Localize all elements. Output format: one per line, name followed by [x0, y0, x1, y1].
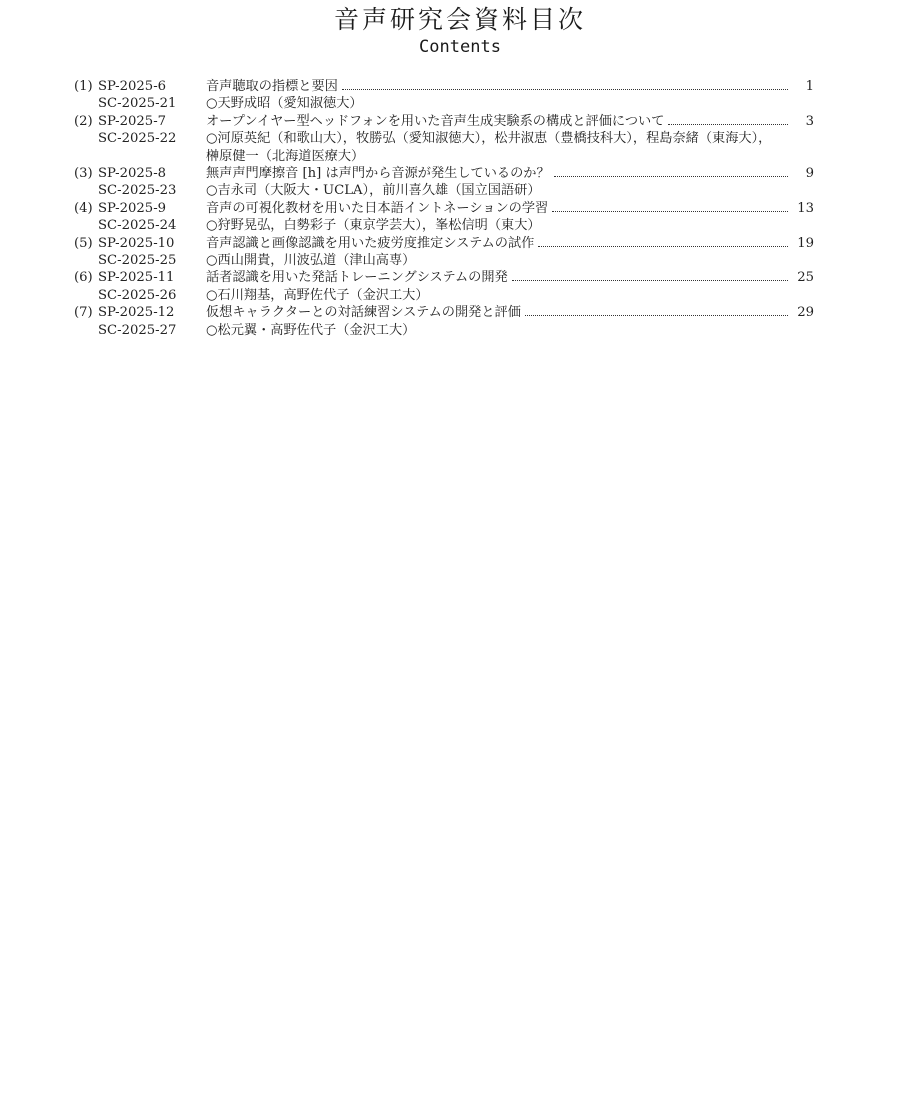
dot-leader	[512, 269, 788, 281]
sc-code: SC-2025-27	[98, 322, 177, 338]
sp-code: SP-2025-9	[98, 200, 167, 216]
page-number: 25	[797, 270, 814, 286]
page-number: 19	[797, 235, 814, 251]
sp-code: SP-2025-7	[98, 113, 167, 129]
entry-authors: ○西山開貴，川波弘道（津山高専）	[206, 253, 416, 269]
entry-author-row	[74, 130, 814, 165]
entry-author-row	[74, 252, 814, 269]
page-header	[0, 4, 920, 58]
toc-entry	[74, 165, 814, 200]
entry-title-row	[74, 78, 814, 95]
dot-leader	[668, 113, 788, 125]
sp-code: SP-2025-12	[98, 305, 175, 321]
sc-code: SC-2025-26	[98, 287, 177, 303]
page-number: 9	[805, 166, 814, 182]
entry-author-row	[74, 182, 814, 199]
entry-title-row	[74, 165, 814, 182]
entry-authors: ○松元翼・高野佐代子（金沢工大）	[206, 322, 416, 338]
sp-code: SP-2025-6	[98, 79, 167, 94]
entry-authors: ○河原英紀（和歌山大），牧勝弘（愛知淑徳大），松井淑恵（豊橋技科大），程島奈緒（東海大），榊原健一（北海道医療大）	[206, 131, 772, 164]
entry-number: (4)	[74, 200, 93, 216]
sc-code: SC-2025-22	[98, 131, 177, 147]
toc-entry	[74, 235, 814, 270]
sp-code: SP-2025-11	[98, 270, 175, 286]
toc-entry	[74, 304, 814, 339]
toc-entry	[74, 269, 814, 304]
entry-title: 無声声門摩擦音 [h] は声門から音源が発生しているのか？	[206, 166, 550, 182]
entry-title: 音声の可視化教材を用いた日本語イントネーションの学習	[206, 200, 549, 216]
entry-authors: ○吉永司（大阪大・UCLA），前川喜久雄（国立国語研）	[206, 183, 541, 199]
entry-number: (6)	[74, 270, 93, 286]
toc-entry	[74, 78, 814, 113]
dot-leader	[525, 304, 788, 316]
entry-title-row	[74, 200, 814, 217]
page-number: 1	[805, 79, 814, 94]
entry-author-row	[74, 322, 814, 339]
entry-title-row	[74, 304, 814, 321]
entry-number: (7)	[74, 305, 93, 321]
sc-code: SC-2025-25	[98, 253, 177, 269]
entry-title: 音声認識と画像認識を用いた疲労度推定システムの試作	[206, 235, 535, 251]
entry-author-row	[74, 95, 814, 112]
entry-title-row	[74, 269, 814, 286]
dot-leader	[552, 200, 788, 212]
entry-authors: ○石川翔基，高野佐代子（金沢工大）	[206, 287, 429, 303]
page-number: 29	[797, 305, 814, 321]
sp-code: SP-2025-10	[98, 235, 175, 251]
sc-code: SC-2025-24	[98, 218, 177, 234]
dot-leader	[342, 78, 788, 90]
toc-entry	[74, 200, 814, 235]
entry-title: 仮想キャラクターとの対話練習システムの開発と評価	[206, 305, 521, 321]
page-number: 3	[805, 113, 814, 129]
entry-number: (2)	[74, 113, 93, 129]
dot-leader	[554, 165, 788, 177]
entry-authors: ○狩野晃弘，白勢彩子（東京学芸大），峯松信明（東大）	[206, 218, 541, 234]
dot-leader	[538, 235, 788, 247]
page-number: 13	[797, 200, 814, 216]
toc-entry	[74, 113, 814, 165]
entry-title: 話者認識を用いた発話トレーニングシステムの開発	[206, 270, 508, 286]
page-subtitle: Contents	[419, 37, 501, 57]
entry-title-row	[74, 235, 814, 252]
entry-author-row	[74, 287, 814, 304]
sc-code: SC-2025-23	[98, 183, 177, 199]
entry-authors: ○天野成昭（愛知淑徳大）	[206, 96, 363, 112]
sc-code: SC-2025-21	[98, 96, 177, 112]
table-of-contents	[74, 78, 814, 339]
page-title: 音声研究会資料目次	[333, 5, 586, 34]
entry-number: (1)	[74, 79, 93, 94]
sp-code: SP-2025-8	[98, 166, 167, 182]
entry-number: (3)	[74, 166, 93, 182]
entry-author-row	[74, 217, 814, 234]
entry-number: (5)	[74, 235, 93, 251]
entry-title: 音声聴取の指標と要因	[206, 79, 338, 94]
entry-title-row	[74, 113, 814, 130]
entry-title: オープンイヤー型ヘッドフォンを用いた音声生成実験系の構成と評価について	[206, 113, 665, 129]
